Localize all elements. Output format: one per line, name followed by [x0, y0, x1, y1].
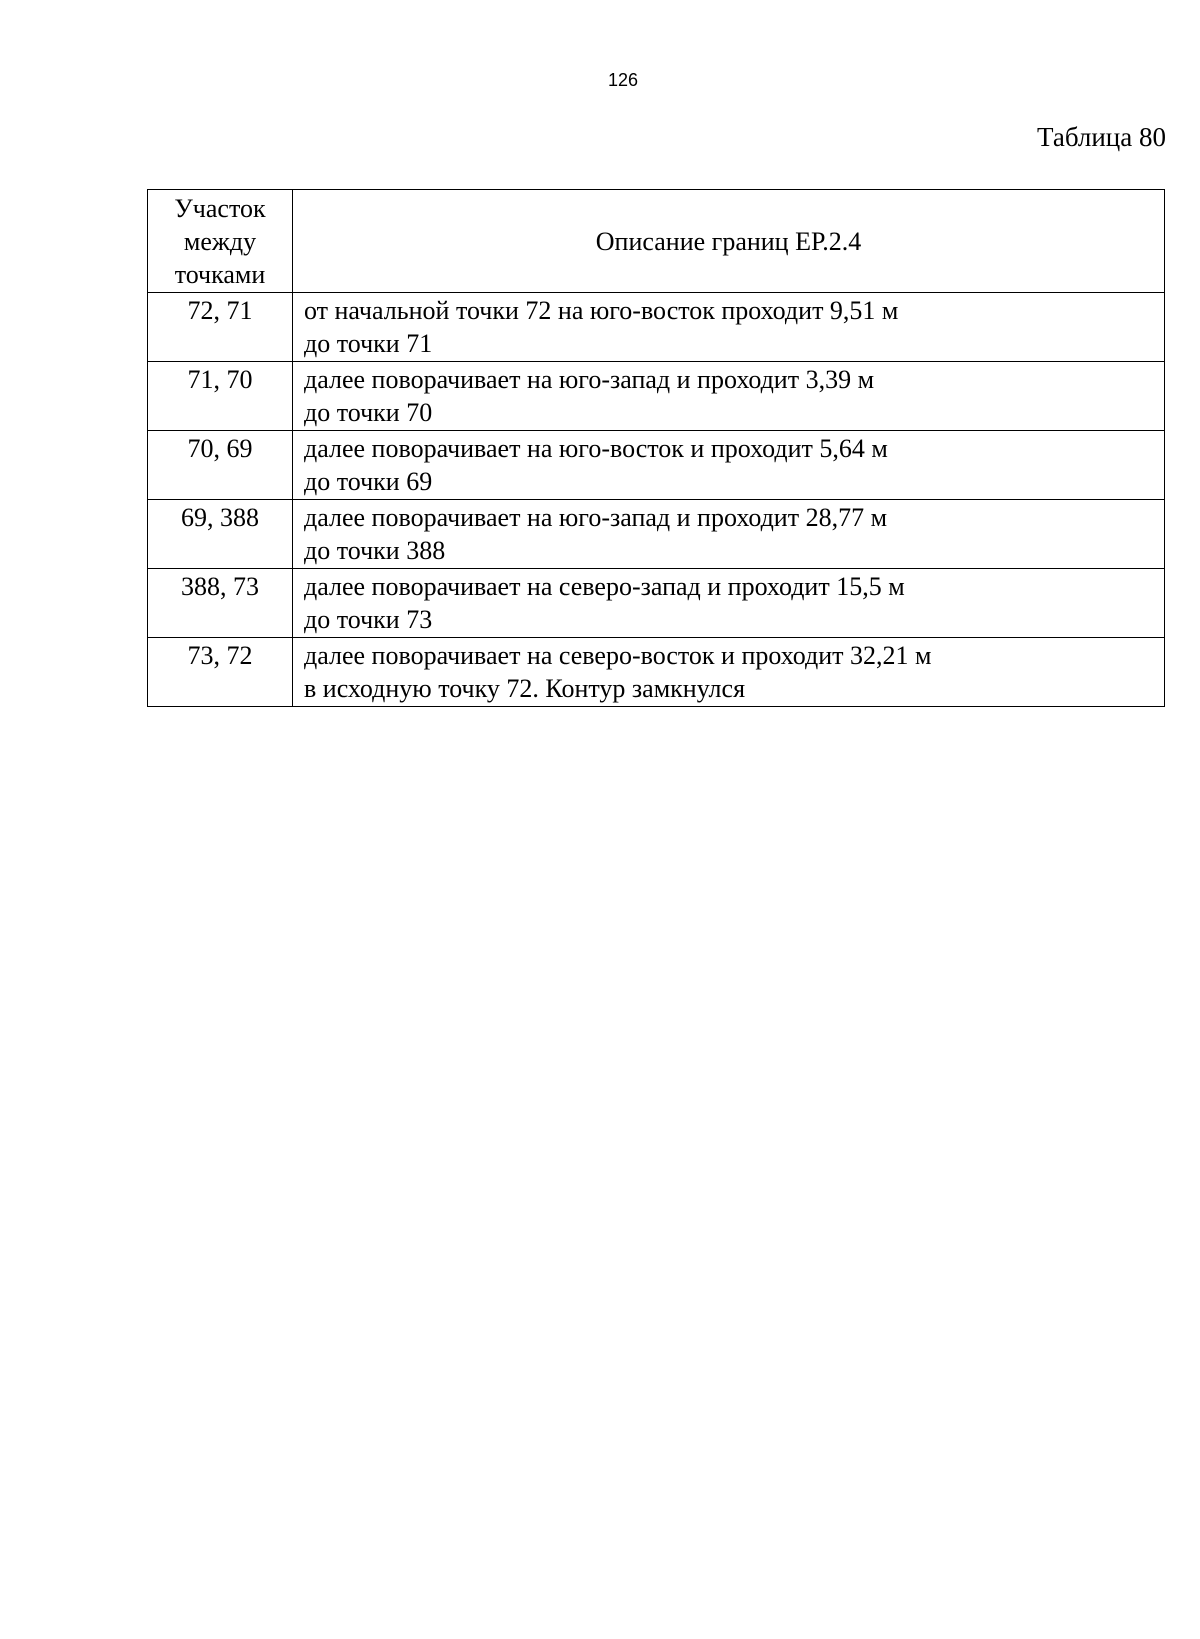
boundary-description-table	[147, 189, 1165, 707]
table-row	[148, 362, 1165, 431]
table-header-row	[148, 190, 1165, 293]
header-segment-line: точками	[174, 259, 266, 289]
table-caption: Таблица 80	[1037, 122, 1166, 152]
description-cell	[293, 569, 1165, 638]
segment-cell: 71, 70	[148, 362, 293, 431]
header-segment-line: Участок	[174, 193, 266, 223]
description-line: от начальной точки 72 на юго-восток проходит 9,51 м	[304, 296, 899, 325]
header-description: Описание границ ЕР.2.4	[293, 190, 1165, 293]
description-cell	[293, 638, 1165, 707]
page-number: 126	[607, 70, 639, 90]
description-line: далее поворачивает на юго-запад и проходит 3,39 м	[304, 365, 875, 394]
description-cell	[293, 362, 1165, 431]
description-line: до точки 73	[304, 605, 433, 634]
description-line: в исходную точку 72. Контур замкнулся	[304, 674, 746, 703]
segment-cell: 69, 388	[148, 500, 293, 569]
segment-cell: 72, 71	[148, 293, 293, 362]
description-line: далее поворачивает на северо-восток и проходит 32,21 м	[304, 641, 932, 670]
segment-cell: 388, 73	[148, 569, 293, 638]
description-line: до точки 388	[304, 536, 446, 565]
segment-cell: 70, 69	[148, 431, 293, 500]
header-segment	[148, 190, 293, 293]
description-cell	[293, 293, 1165, 362]
description-line: далее поворачивает на юго-восток и проходит 5,64 м	[304, 434, 888, 463]
segment-cell: 73, 72	[148, 638, 293, 707]
description-line: до точки 71	[304, 329, 433, 358]
table-row	[148, 293, 1165, 362]
description-line: далее поворачивает на северо-запад и проходит 15,5 м	[304, 572, 905, 601]
description-cell	[293, 500, 1165, 569]
table-row	[148, 638, 1165, 707]
header-segment-line: между	[183, 226, 257, 256]
description-cell	[293, 431, 1165, 500]
description-line: далее поворачивает на юго-запад и проходит 28,77 м	[304, 503, 888, 532]
table-row	[148, 500, 1165, 569]
description-line: до точки 70	[304, 398, 433, 427]
description-line: до точки 69	[304, 467, 433, 496]
table-row	[148, 431, 1165, 500]
table-row	[148, 569, 1165, 638]
